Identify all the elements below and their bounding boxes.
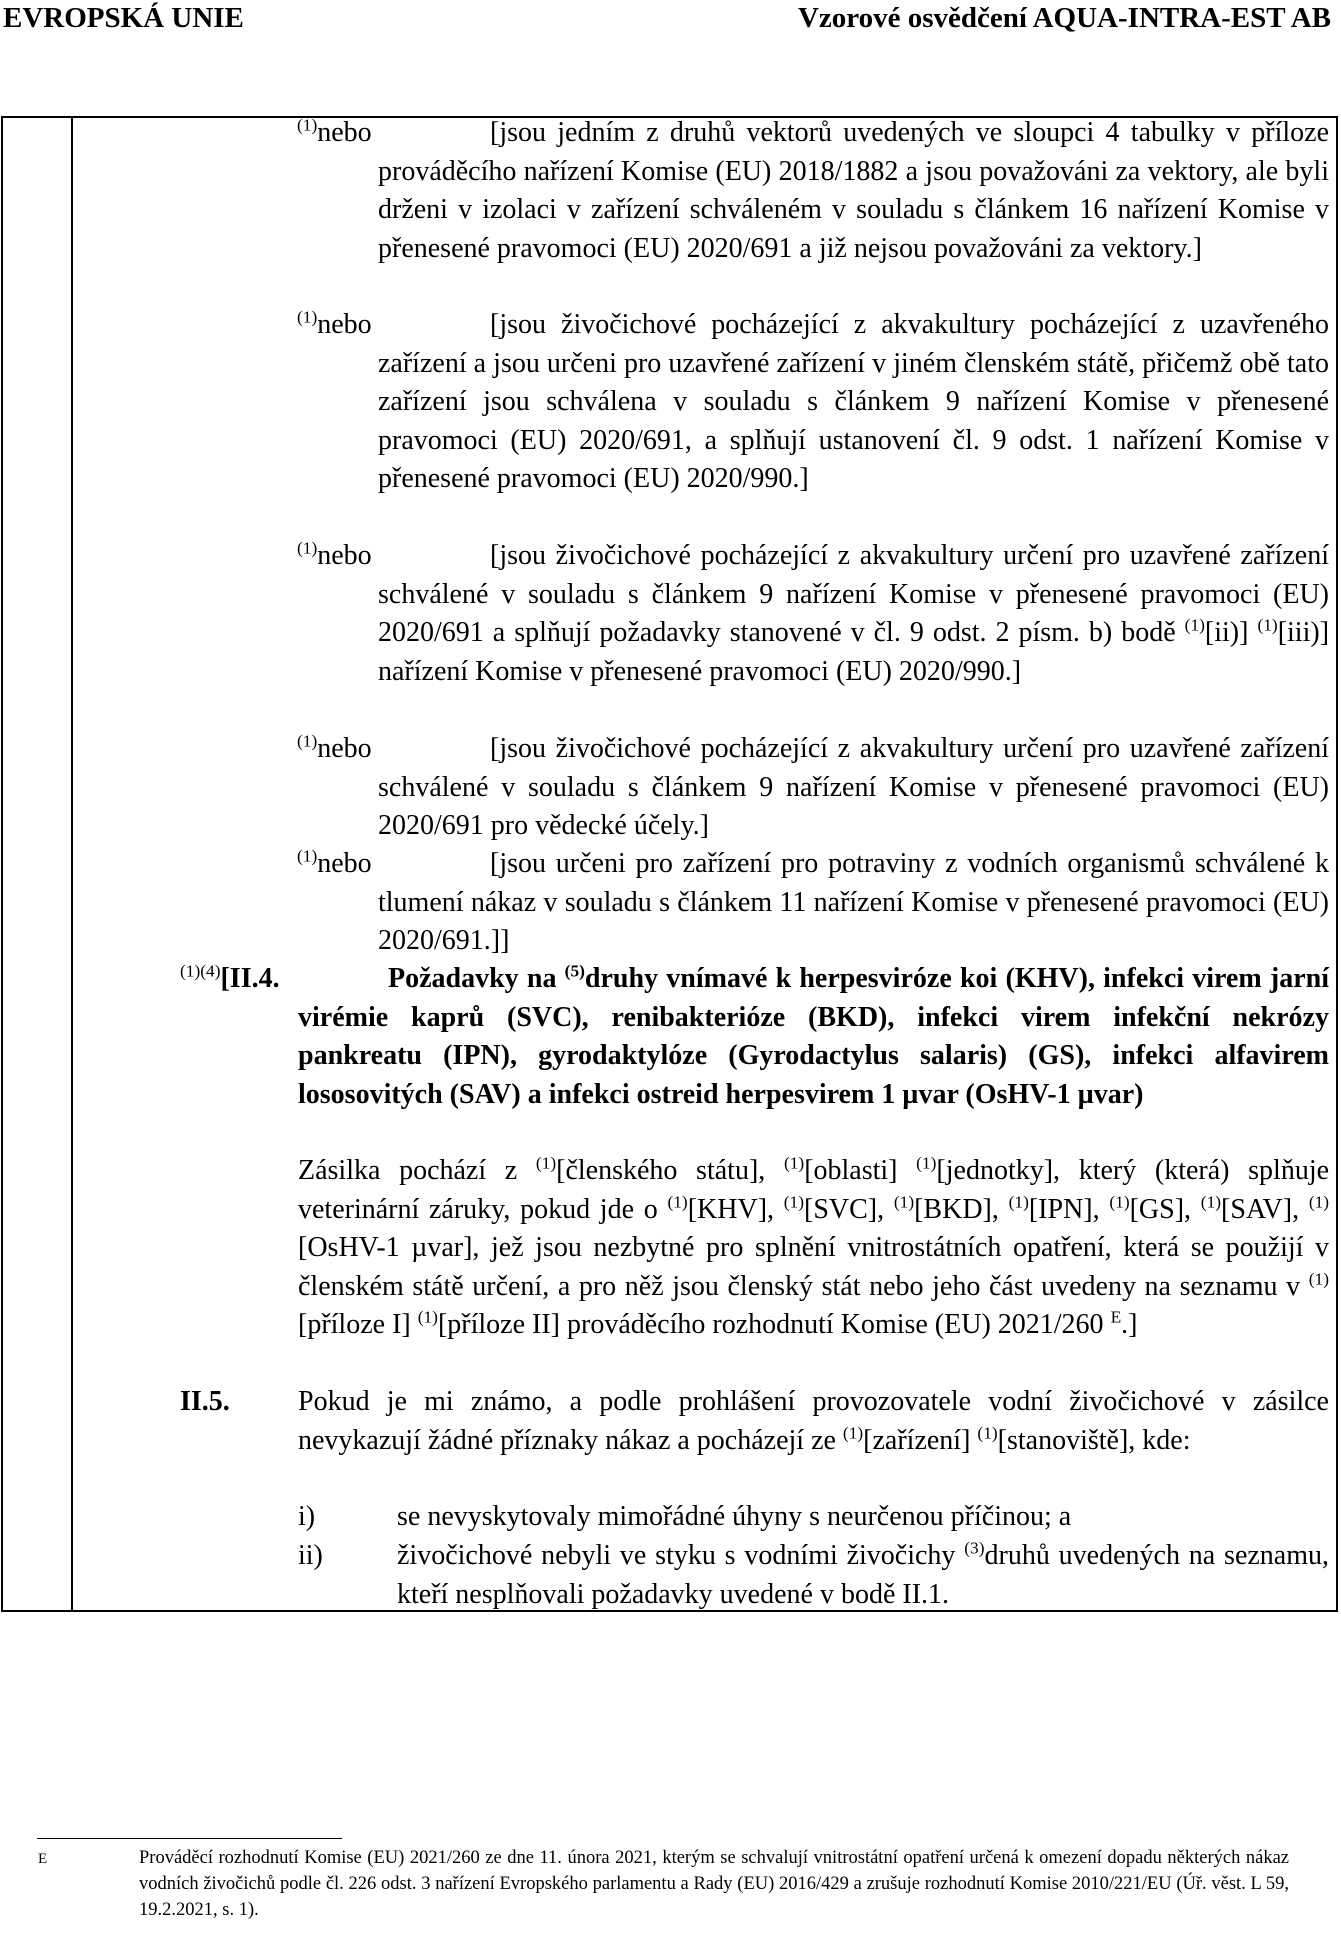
- option-b-text: [jsou živočichové pocházející z akvakultury pocházející z uzavřeného zařízení a jsou určeni pro uzavřené zařízení v jiném členském státě, přičemž obě tato zařízení jsou schválena v souladu s článkem 9 nařízení Komise v přenesené pravomoci (EU) 2020/691, a splňují ustanovení čl. 9 odst. 1 nařízení Komise v přenesené pravomoci (EU) 2020/990.]: [378, 309, 1329, 494]
- option-c-text: [jsou živočichové pocházející z akvakultury určení pro uzavřené zařízení schválené v souladu s článkem 9 nařízení Komise v přenesené pravomoci (EU) 2020/691 a splňují požadavky stanovené v čl. 9 odst. 2 písm. b) bodě $^{(1)}$[ii)] $^{(1)}$[iii)] nařízení Komise v přenesené pravomoci (EU) 2020/990.]: [378, 540, 1330, 687]
- section-ii5-ii-label: ii): [298, 1540, 323, 1571]
- option-b-marker: $^{(1)}$nebo: [297, 307, 372, 340]
- option-e-text: [jsou určeni pro zařízení pro potraviny z vodních organismů schválené k tlumení nákaz v souladu s článkem 11 nařízení Komise v přenesené pravomoci (EU) 2020/691.]]: [378, 848, 1329, 956]
- section-ii4-text: Zásilka pochází z $^{(1)}$[členského státu], $^{(1)}$[oblasti] $^{(1)}$[jednotky], který (která) splňuje veterinární záruky, pokud jde o $^{(1)}$[KHV], $^{(1)}$[SVC], $^{(1)}$[BKD], $^{(1)}$[IPN], $^{(1)}$[GS], $^{(1)}$[SAV], $^{(1)}$[OsHV-1 µvar], jež jsou nezbytné pro splnění vnitrostátních opatření, která se použijí v členském státě určení, a pro něž jsou členský stát nebo jeho část uvedeny na seznamu v $^{(1)}$[příloze I] $^{(1)}$[příloze II] prováděcího rozhodnutí Komise (EU) 2021/260 $^E$.]: [298, 1153, 1330, 1340]
- section-ii5-label: II.5.: [180, 1386, 230, 1417]
- option-d-text: [jsou živočichové pocházející z akvakultury určení pro uzavřené zařízení schválené v souladu s článkem 9 nařízení Komise v přenesené pravomoci (EU) 2020/691 pro vědecké účely.]: [378, 733, 1329, 841]
- section-ii5-ii-text: živočichové nebyli ve styku s vodními živočichy $^{(3)}$druhů uvedených na seznamu, kteří nesplňovali požadavky uvedené v bodě II.1.: [397, 1538, 1330, 1610]
- section-ii5-i-label: i): [298, 1501, 316, 1532]
- section-ii5-text: Pokud je mi známo, a podle prohlášení provozovatele vodní živočichové v zásilce nevykazují žádné příznaky nákaz a pocházejí ze $^{(1)}$[zařízení] $^{(1)}$[stanoviště], kde:: [298, 1386, 1329, 1456]
- section-ii5-i-text: se nevyskytovaly mimořádné úhyny s neurčenou příčinou; a: [397, 1501, 1072, 1532]
- column-divider: [71, 118, 73, 1610]
- section-ii4-label: $^{(1)(4)}$[II.4.: [180, 961, 280, 994]
- header-certificate-title: Vzorové osvědčení AQUA-INTRA-EST AB: [797, 2, 1331, 34]
- option-c-marker: $^{(1)}$nebo: [297, 538, 372, 571]
- footnote-mark: E: [38, 1851, 48, 1867]
- option-a-marker: $^{(1)}$nebo: [297, 115, 372, 148]
- option-d-marker: $^{(1)}$nebo: [297, 731, 372, 764]
- footnote-text: Prováděcí rozhodnutí Komise (EU) 2021/260 ze dne 11. února 2021, kterým se schvalují vnitrostátní opatření určená k omezení dopadu některých nákaz vodních živočichů podle čl. 226 odst. 3 nařízení Evropského parlamentu a Rady (EU) 2016/429 a zrušuje rozhodnutí Komise 2010/221/EU (Úř. věst. L 59, 19.2.2021, s. 1).: [139, 1848, 1289, 1920]
- footnote-separator: [37, 1838, 342, 1839]
- option-a-text: [jsou jedním z druhů vektorů uvedených ve sloupci 4 tabulky v příloze prováděcího nařízení Komise (EU) 2018/1882 a jsou považováni za vektory, ale byli drženi v izolaci v zařízení schváleném v souladu s článkem 16 nařízení Komise v přenesené pravomoci (EU) 2020/691 a již nejsou považováni za vektory.]: [378, 117, 1329, 264]
- header-union-title: EVROPSKÁ UNIE: [3, 2, 244, 34]
- option-e-marker: $^{(1)}$nebo: [297, 846, 372, 879]
- section-ii4-heading: Požadavky na $^{(5)}$druhy vnímavé k herpesviróze koi (KHV), infekci virem jarní virémie kaprů (SVC), renibakterióze (BKD), infekci virem infekční nekrózy pankreatu (IPN), gyrodaktylóze (Gyrodactylus salaris) (GS), infekci alfavirem lososovitých (SAV) a infekci ostreid herpesvirem 1 µvar (OsHV-1 µvar): [298, 961, 1329, 1110]
